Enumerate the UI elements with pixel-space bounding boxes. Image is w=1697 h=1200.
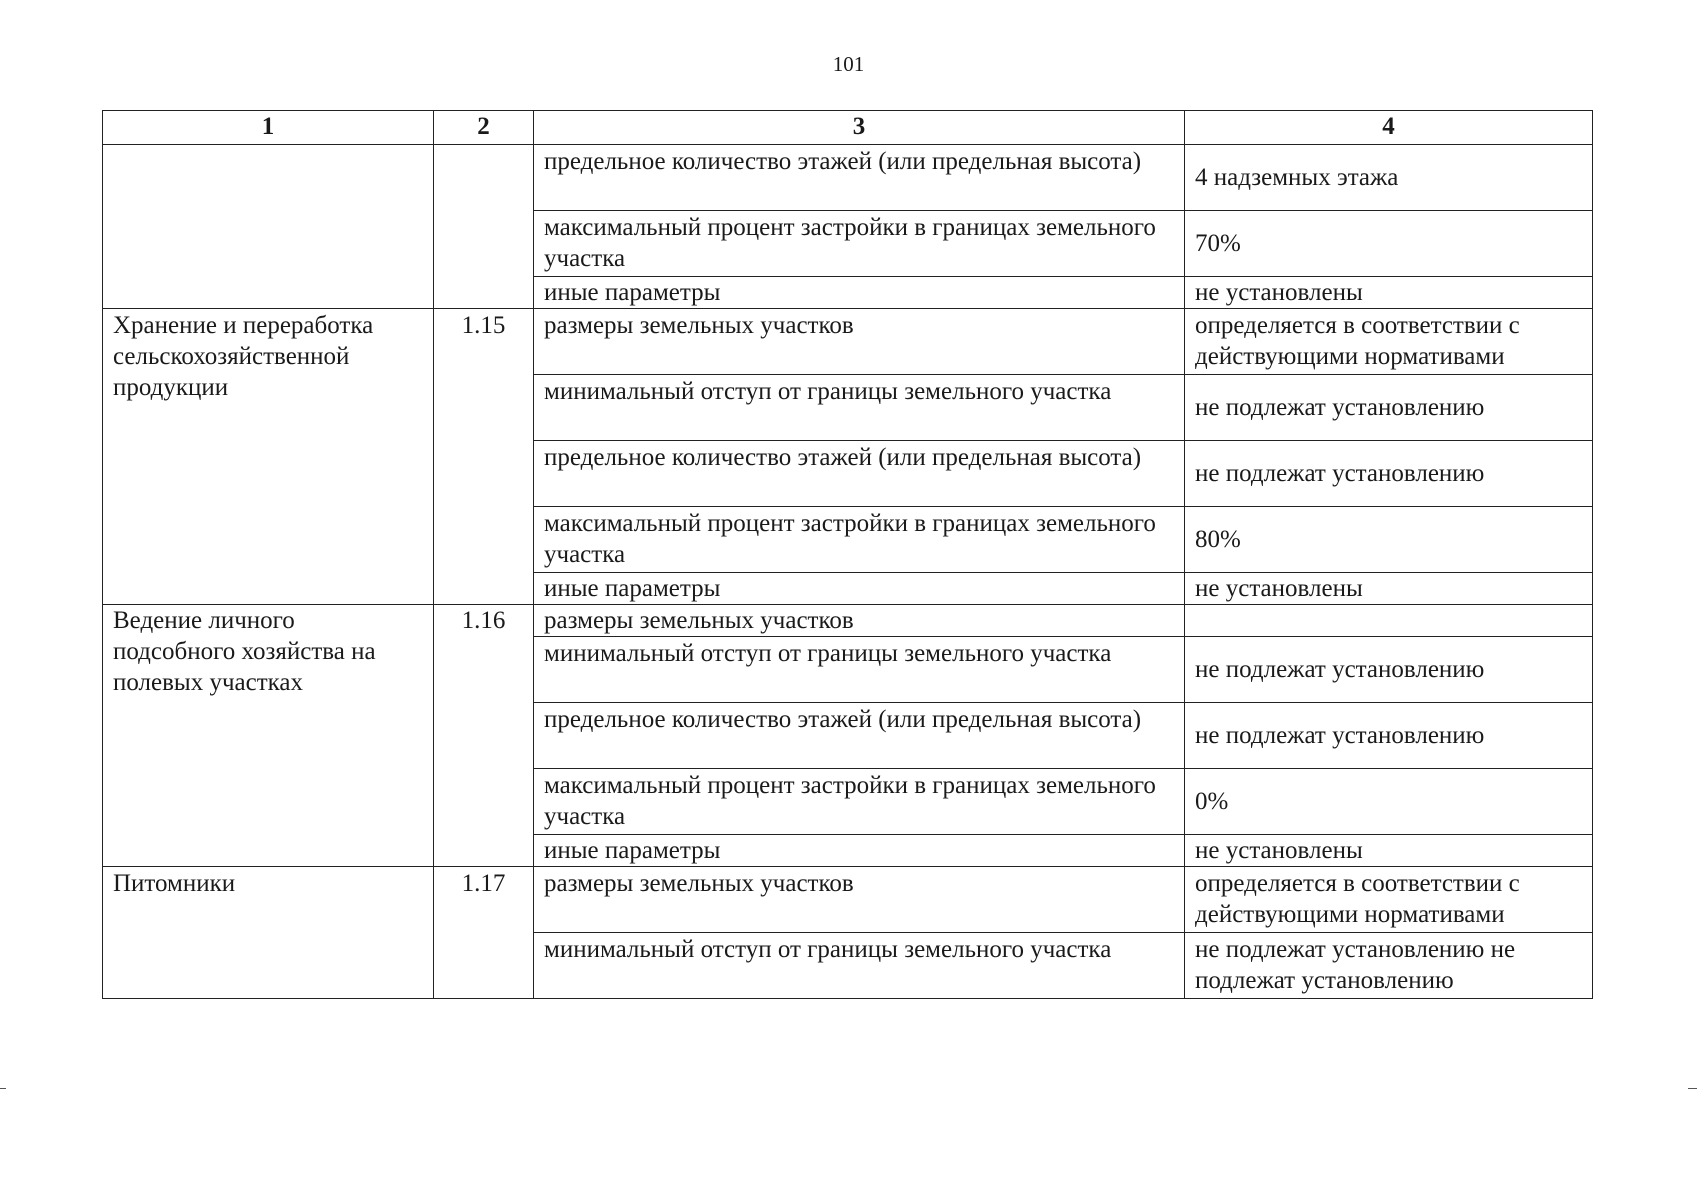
parameter-name: максимальный процент застройки в границах земельного участка [534,211,1185,277]
parameter-name: иные параметры [534,573,1185,605]
table-row [103,309,1593,375]
parameter-name: иные параметры [534,835,1185,867]
land-use-code: 1.15 [434,309,534,605]
parameter-name: размеры земельных участков [534,309,1185,375]
parameter-value: не установлены [1185,835,1593,867]
parameter-name: предельное количество этажей (или предельная высота) [534,703,1185,769]
parameter-value: определяется в соответствии с действующими нормативами [1185,867,1593,933]
table-row [103,145,1593,211]
parameter-value: не подлежат установлению [1185,637,1593,703]
page-number: 101 [832,52,865,76]
parameter-value: не подлежат установлению [1185,441,1593,507]
parameter-value: 70% [1185,211,1593,277]
parameter-value: не подлежат установлению [1185,703,1593,769]
parameter-value [1185,605,1593,637]
table-header-row [103,111,1593,145]
parameter-name: иные параметры [534,277,1185,309]
parameter-value: 80% [1185,507,1593,573]
parameter-name: размеры земельных участков [534,605,1185,637]
parameter-value: не установлены [1185,277,1593,309]
table-row [103,605,1593,637]
parameter-name: максимальный процент застройки в границах земельного участка [534,769,1185,835]
parameter-value: определяется в соответствии с действующими нормативами [1185,309,1593,375]
land-use-code: 1.17 [434,867,534,999]
parameter-name: предельное количество этажей (или предельная высота) [534,145,1185,211]
parameter-name: минимальный отступ от границы земельного участка [534,933,1185,999]
column-header: 4 [1185,111,1593,145]
parameter-name: максимальный процент застройки в границах земельного участка [534,507,1185,573]
parameter-value: 4 надземных этажа [1185,145,1593,211]
parameter-name: размеры земельных участков [534,867,1185,933]
column-header: 3 [534,111,1185,145]
parameter-value: не установлены [1185,573,1593,605]
scan-edge-mark [0,1088,6,1089]
land-use-code [434,145,534,309]
land-use-name: Хранение и переработка сельскохозяйственной продукции [103,309,434,605]
land-use-code: 1.16 [434,605,534,867]
scan-edge-mark [1688,1088,1697,1089]
column-header: 2 [434,111,534,145]
parameter-value: не подлежат установлению [1185,375,1593,441]
parameter-name: минимальный отступ от границы земельного участка [534,637,1185,703]
zoning-parameters-table [102,110,1593,999]
land-use-name [103,145,434,309]
table-row [103,867,1593,933]
parameter-name: минимальный отступ от границы земельного участка [534,375,1185,441]
land-use-name: Питомники [103,867,434,999]
parameter-value: не подлежат установлению не подлежат установлению [1185,933,1593,999]
parameter-name: предельное количество этажей (или предельная высота) [534,441,1185,507]
column-header: 1 [103,111,434,145]
land-use-name: Ведение личного подсобного хозяйства на полевых участках [103,605,434,867]
parameter-value: 0% [1185,769,1593,835]
